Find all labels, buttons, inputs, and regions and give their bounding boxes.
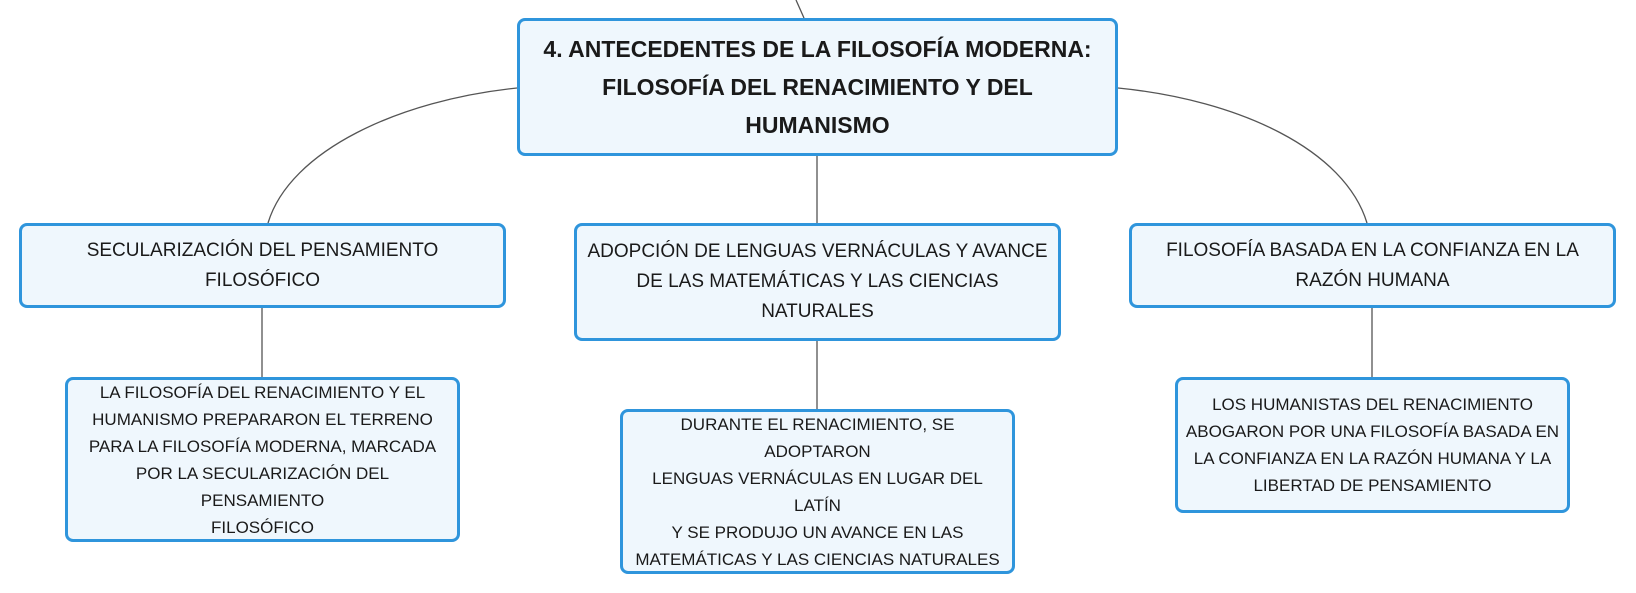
detail-line: LIBERTAD DE PENSAMIENTO — [1253, 476, 1492, 495]
connector-root-secularizacion — [268, 88, 517, 223]
connector-to-parent — [796, 0, 804, 18]
detail-text — [629, 411, 1006, 573]
detail-line: HUMANISMO PREPARARON EL TERRENO — [92, 409, 433, 429]
detail-node-confianza-razon[interactable] — [1175, 377, 1570, 513]
topic-node-confianza-razon[interactable] — [1129, 223, 1616, 308]
detail-node-lenguas-vernaculas[interactable] — [620, 409, 1015, 574]
detail-line: PARA LA FILOSOFÍA MODERNA, MARCADA — [88, 436, 437, 456]
topic-text — [1166, 236, 1579, 296]
detail-line: Y SE PRODUJO UN AVANCE EN LAS — [671, 522, 964, 542]
topic-line: DE LAS MATEMÁTICAS Y LAS CIENCIAS NATURALES — [636, 271, 999, 322]
detail-line: ABOGARON POR UNA FILOSOFÍA BASADA EN — [1185, 422, 1560, 441]
detail-line: MATEMÁTICAS Y LAS CIENCIAS NATURALES — [635, 549, 1000, 569]
detail-text — [74, 379, 451, 541]
root-topic-line: FILOSOFÍA DEL RENACIMIENTO Y DEL HUMANISMO — [602, 74, 1033, 138]
detail-line: LOS HUMANISTAS DEL RENACIMIENTO — [1212, 395, 1533, 414]
detail-text — [1186, 391, 1559, 499]
topic-node-lenguas-vernaculas[interactable] — [574, 223, 1061, 341]
topic-line: SECULARIZACIÓN DEL PENSAMIENTO FILOSÓFICO — [86, 239, 439, 291]
root-topic-text — [528, 30, 1107, 144]
topic-line: FILOSOFÍA BASADA EN LA CONFIANZA EN LA — [1166, 239, 1579, 261]
detail-node-secularizacion[interactable] — [65, 377, 460, 542]
detail-line: LENGUAS VERNÁCULAS EN LUGAR DEL LATÍN — [652, 468, 983, 515]
detail-line: POR LA SECULARIZACIÓN DEL PENSAMIENTO — [135, 463, 390, 510]
root-topic-line: 4. ANTECEDENTES DE LA FILOSOFÍA MODERNA: — [543, 36, 1092, 62]
topic-node-secularizacion[interactable] — [19, 223, 506, 308]
topic-text — [30, 236, 495, 296]
detail-line: DURANTE EL RENACIMIENTO, SE ADOPTARON — [680, 414, 955, 461]
topic-line: RAZÓN HUMANA — [1295, 269, 1450, 291]
detail-line: FILOSÓFICO — [211, 517, 314, 537]
detail-line: LA FILOSOFÍA DEL RENACIMIENTO Y EL — [99, 382, 426, 402]
detail-line: LA CONFIANZA EN LA RAZÓN HUMANA Y LA — [1193, 449, 1552, 468]
root-topic-node[interactable] — [517, 18, 1118, 156]
connector-root-confianza — [1118, 88, 1367, 223]
topic-line: ADOPCIÓN DE LENGUAS VERNÁCULAS Y AVANCE — [587, 241, 1048, 262]
topic-text — [585, 237, 1050, 327]
